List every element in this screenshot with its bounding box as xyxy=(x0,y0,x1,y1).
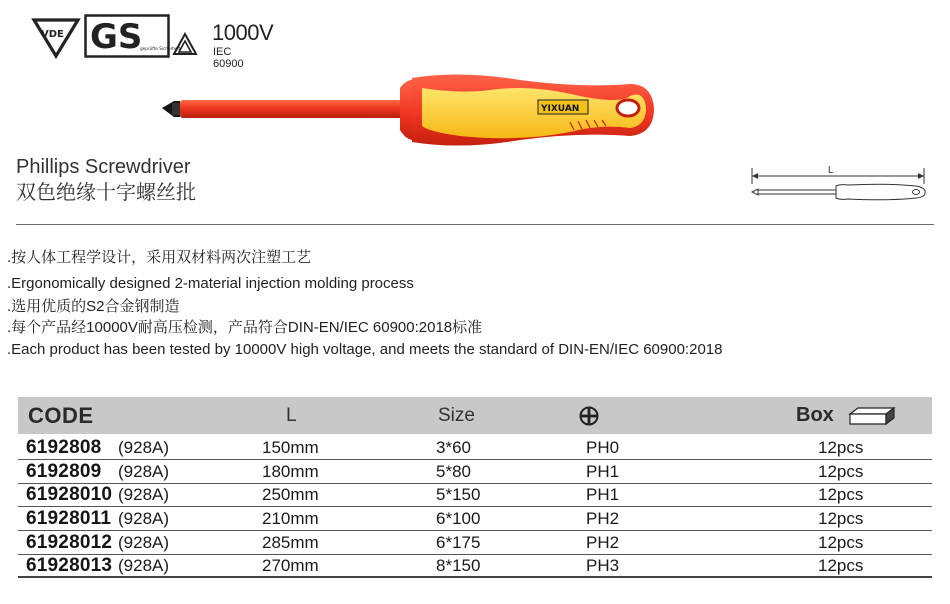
table-row xyxy=(18,460,932,484)
row-length: 270mm xyxy=(262,556,319,575)
table-row xyxy=(18,531,932,555)
row-box-qty: 12pcs xyxy=(818,438,864,457)
table-header xyxy=(18,397,932,434)
row-model: (928A) xyxy=(118,438,170,457)
header-size: Size xyxy=(438,405,475,426)
row-tip: PH3 xyxy=(586,556,620,575)
row-tip: PH0 xyxy=(586,438,620,457)
row-code: 61928013 xyxy=(26,555,113,576)
dimension-drawing xyxy=(748,162,938,210)
double-triangle-icon xyxy=(172,32,198,56)
row-code: 61928011 xyxy=(26,508,112,529)
row-model: (928A) xyxy=(118,485,170,504)
row-code: 61928012 xyxy=(26,532,113,553)
row-code: 6192808 xyxy=(26,437,102,458)
phillips-tip-icon xyxy=(579,406,599,426)
row-box-qty: 12pcs xyxy=(818,462,864,481)
insulated-blade xyxy=(180,100,406,118)
row-size: 5*80 xyxy=(436,462,471,481)
brand-label: YIXUAN xyxy=(541,104,580,114)
row-size: 3*60 xyxy=(436,438,471,457)
feature-line-2: .Ergonomically designed 2-material injection molding process xyxy=(7,275,414,292)
row-code: 61928010 xyxy=(26,484,113,505)
row-size: 5*150 xyxy=(436,485,481,504)
header-length: L xyxy=(286,405,297,426)
svg-text:GS: GS xyxy=(90,17,143,57)
iec-standard: IEC 60900 xyxy=(213,46,244,70)
row-size: 6*100 xyxy=(436,509,481,528)
row-length: 150mm xyxy=(262,438,319,457)
table-row xyxy=(18,554,932,578)
row-model: (928A) xyxy=(118,462,170,481)
dimension-label: L xyxy=(828,165,834,176)
header-box: Box xyxy=(796,404,834,426)
box-icon xyxy=(848,406,896,426)
row-box-qty: 12pcs xyxy=(818,509,864,528)
table-row xyxy=(18,507,932,531)
table-bottom-line xyxy=(18,576,932,578)
header-code: CODE xyxy=(28,403,94,428)
gs-logo xyxy=(84,14,181,58)
row-size: 8*150 xyxy=(436,556,481,575)
row-box-qty: 12pcs xyxy=(818,485,864,504)
row-length: 210mm xyxy=(262,509,319,528)
row-model: (928A) xyxy=(118,509,170,528)
feature-line-1: .按人体工程学设计，采用双材料两次注塑工艺 xyxy=(7,249,312,266)
voltage-rating: 1000V xyxy=(212,20,274,45)
table-row xyxy=(18,483,932,507)
row-model: (928A) xyxy=(118,533,170,552)
row-tip: PH1 xyxy=(586,462,620,481)
product-title-en: Phillips Screwdriver xyxy=(16,156,191,178)
row-length: 250mm xyxy=(262,485,319,504)
feature-line-4: .每个产品经10000V耐高压检测，产品符合DIN-EN/IEC 60900:2018标准 xyxy=(7,319,483,336)
feature-line-5: .Each product has been tested by 10000V high voltage, and meets the standard of DIN-EN/IEC 60900:2018 xyxy=(7,341,723,358)
section-divider xyxy=(16,224,934,225)
row-length: 180mm xyxy=(262,462,319,481)
vde-triangle-logo xyxy=(32,14,80,58)
table-row xyxy=(18,436,932,460)
row-size: 6*175 xyxy=(436,533,481,552)
row-length: 285mm xyxy=(262,533,319,552)
feature-line-3: .选用优质的S2合金钢制造 xyxy=(7,298,180,315)
row-box-qty: 12pcs xyxy=(818,533,864,552)
row-tip: PH2 xyxy=(586,509,620,528)
screwdriver-photo xyxy=(160,66,660,154)
row-tip: PH1 xyxy=(586,485,620,504)
row-box-qty: 12pcs xyxy=(818,556,864,575)
row-model: (928A) xyxy=(118,556,170,575)
row-tip: PH2 xyxy=(586,533,620,552)
certification-marks xyxy=(32,14,274,70)
svg-text:geprüfte Sicherheit: geprüfte Sicherheit xyxy=(140,46,181,51)
product-title-cn: 双色绝缘十字螺丝批 xyxy=(16,182,196,204)
vde-letter-v: VDE xyxy=(41,29,64,40)
row-code: 6192809 xyxy=(26,461,102,482)
